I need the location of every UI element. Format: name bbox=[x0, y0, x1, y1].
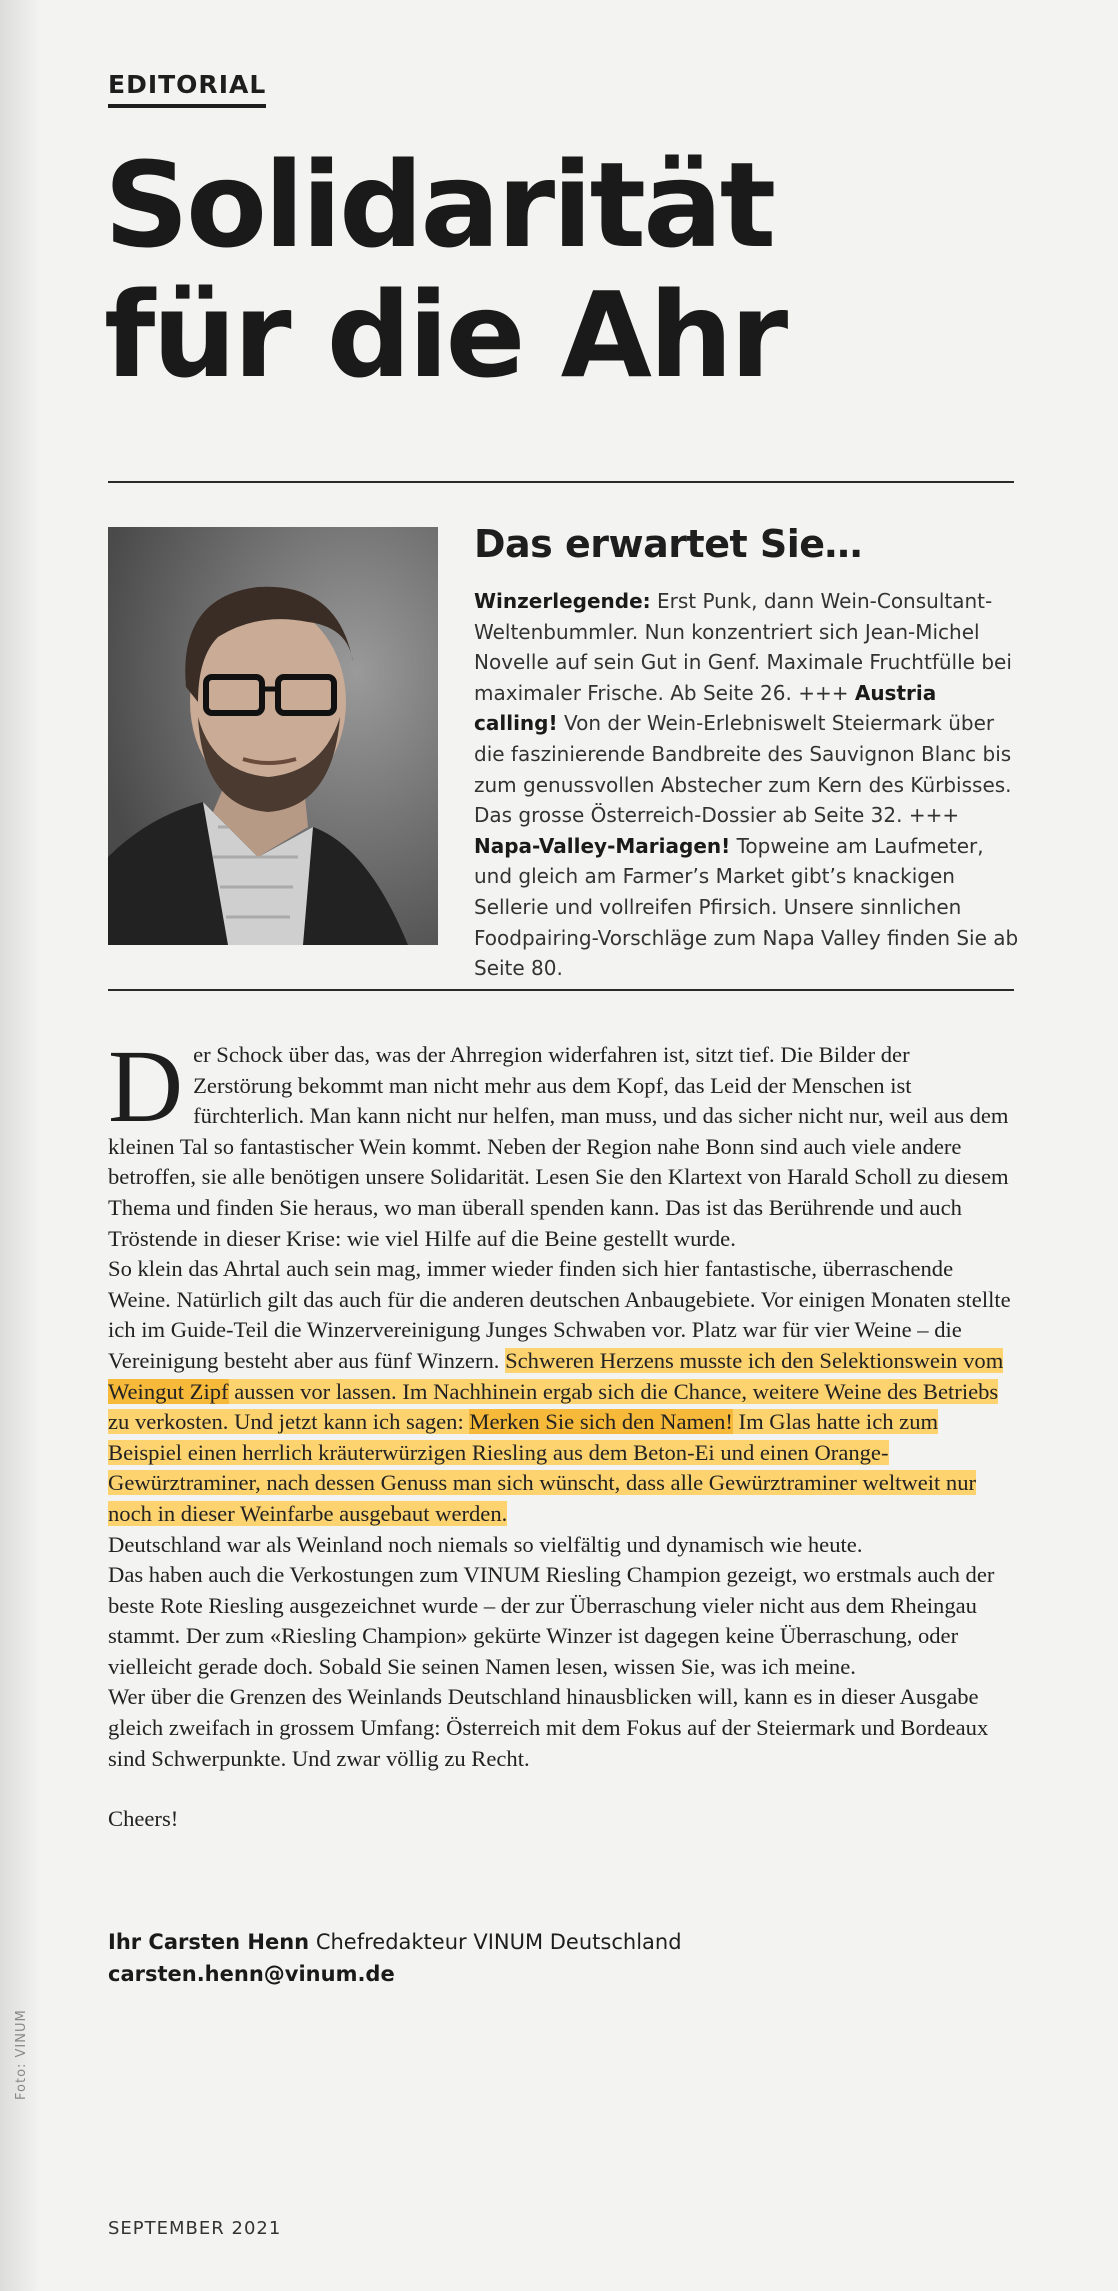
headline-line-1: Solidarität bbox=[104, 136, 774, 274]
section-label: EDITORIAL bbox=[108, 70, 266, 108]
headline bbox=[104, 136, 786, 404]
highlight-remember-name: Merken Sie sich den Namen! bbox=[469, 1409, 733, 1435]
closing-cheers: Cheers! bbox=[108, 1806, 179, 1832]
page-edge-shadow bbox=[0, 0, 40, 2291]
teaser-title: Das erwartet Sie… bbox=[474, 522, 863, 566]
teaser-box bbox=[474, 522, 1019, 984]
teaser-body bbox=[474, 586, 1019, 984]
highlight-a: Schweren Herzens musste ich den Selektionswein vom bbox=[505, 1347, 1004, 1373]
paragraph-2 bbox=[108, 1254, 1014, 1529]
teaser-item-2-text: Von der Wein-Erlebniswelt Steiermark über die faszinierende Bandbreite des Sauvignon Blanc bis zum genussvollen Abstecher zum Kern des Kürbisses. Das grosse Österreich-Dossier ab Seite 32. +++ bbox=[474, 711, 1012, 828]
teaser-item-3-lead: Napa-Valley-Mariagen! bbox=[474, 833, 731, 858]
divider-top bbox=[108, 481, 1014, 483]
signature bbox=[108, 1926, 682, 1990]
author-portrait-illustration bbox=[108, 527, 438, 945]
highlight-winery-name: Weingut Zipf bbox=[108, 1378, 229, 1404]
signature-role: Chefredakteur VINUM Deutschland bbox=[309, 1930, 682, 1954]
headline-line-2: für die Ahr bbox=[104, 266, 786, 404]
paragraph-1 bbox=[108, 1029, 1014, 1254]
signature-email: carsten.henn@vinum.de bbox=[108, 1962, 395, 1986]
teaser-item-2-lead: Austria calling! bbox=[474, 680, 937, 736]
teaser-item-1-lead: Winzerlegende: bbox=[474, 589, 651, 613]
author-portrait bbox=[108, 527, 438, 945]
highlight-c: aussen vor lassen. Im Nachhinein ergab sich die Chance, weitere Weine des Betriebs zu verkosten. Und jetzt kann ich sagen: bbox=[108, 1378, 999, 1435]
paragraph-4: Das haben auch die Verkostungen zum VINUM Riesling Champion gezeigt, wo erstmals auch der beste Rote Riesling ausgezeichnet wurde – der zur Überraschung vieler nicht aus dem Rheingau stammt. Der zum «Riesling Champion» gekürte Winzer ist dagegen keine Überraschung, oder vielleicht gerade doch. Sobald Sie seinen Namen lesen, wissen Sie, was ich meine. bbox=[108, 1562, 995, 1679]
footer-issue-date: SEPTEMBER 2021 bbox=[108, 2218, 282, 2239]
highlight-e: Im Glas hatte ich zum Beispiel einen herrlich kräuterwürzigen Riesling aus dem Beton-Ei und einen Orange-Gewürztraminer, nach dessen Genuss man sich wünscht, dass alle Gewürztraminer weltweit nur noch in dieser Weinfarbe ausgebaut werden. bbox=[108, 1409, 977, 1526]
paragraph-5: Wer über die Grenzen des Weinlands Deutschland hinausblicken will, kann es in dieser Ausgabe gleich zweifach in grossem Umfang: Österreich mit dem Fokus auf der Steiermark und Bordeaux sind Schwerpunkte. Und zwar völlig zu Recht. bbox=[108, 1684, 989, 1771]
signature-name: Ihr Carsten Henn bbox=[108, 1930, 310, 1954]
teaser-item-3-text: Topweine am Laufmeter, und gleich am Farmer’s Market gibt’s knackigen Sellerie und vollreifen Pfirsich. Unsere sinnlichen Foodpairing-Vorschläge zum Napa Valley finden Sie ab Seite 80. bbox=[474, 833, 1019, 981]
signature-email-line bbox=[108, 1958, 682, 1990]
paragraph-1-text: er Schock über das, was der Ahrregion widerfahren ist, sitzt tief. Die Bilder der Zerstörung bekommt man nicht mehr aus dem Kopf, das Leid der Menschen ist fürchterlich. Man kann nicht nur helfen, man muss, und das sicher nicht nur, weil aus dem kleinen Tal so fantastischer Wein kommt. Neben der Region nahe Bonn sind auch viele andere betroffen, sie alle benötigen unsere Solidarität. Lesen Sie den Klartext von Harald Scholl zu diesem Thema und finden Sie heraus, wo man überall spenden kann. Das ist das Berührende und auch Tröstende in dieser Krise: wie viel Hilfe auf die Beine gestellt wurde. bbox=[108, 1042, 1009, 1251]
paragraph-2-text: So klein das Ahrtal auch sein mag, immer wieder finden sich hier fantastische, überraschende Weine. Natürlich gilt das auch für die anderen deutschen Anbaugebiete. Vor einigen Monaten stellte ich im Guide-Teil die Winzervereinigung Junges Schwaben vor. Platz war für vier Weine – die Vereinigung besteht aber aus fünf Winzern. bbox=[108, 1256, 1011, 1373]
article-body bbox=[108, 1029, 1014, 1835]
divider-bottom bbox=[108, 989, 1014, 991]
photo-credit: Foto: VINUM bbox=[14, 2009, 29, 2100]
signature-line bbox=[108, 1926, 682, 1958]
paragraph-3: Deutschland war als Weinland noch niemals so vielfältig und dynamisch wie heute. bbox=[108, 1531, 863, 1557]
drop-cap: D bbox=[108, 1029, 184, 1144]
teaser-item-1-text: Erst Punk, dann Wein-Consultant-Weltenbummler. Nun konzentriert sich Jean-Michel Novelle auf sein Gut in Genf. Maximale Fruchtfülle bei maximaler Frische. Ab Seite 26. +++ bbox=[474, 589, 1012, 705]
